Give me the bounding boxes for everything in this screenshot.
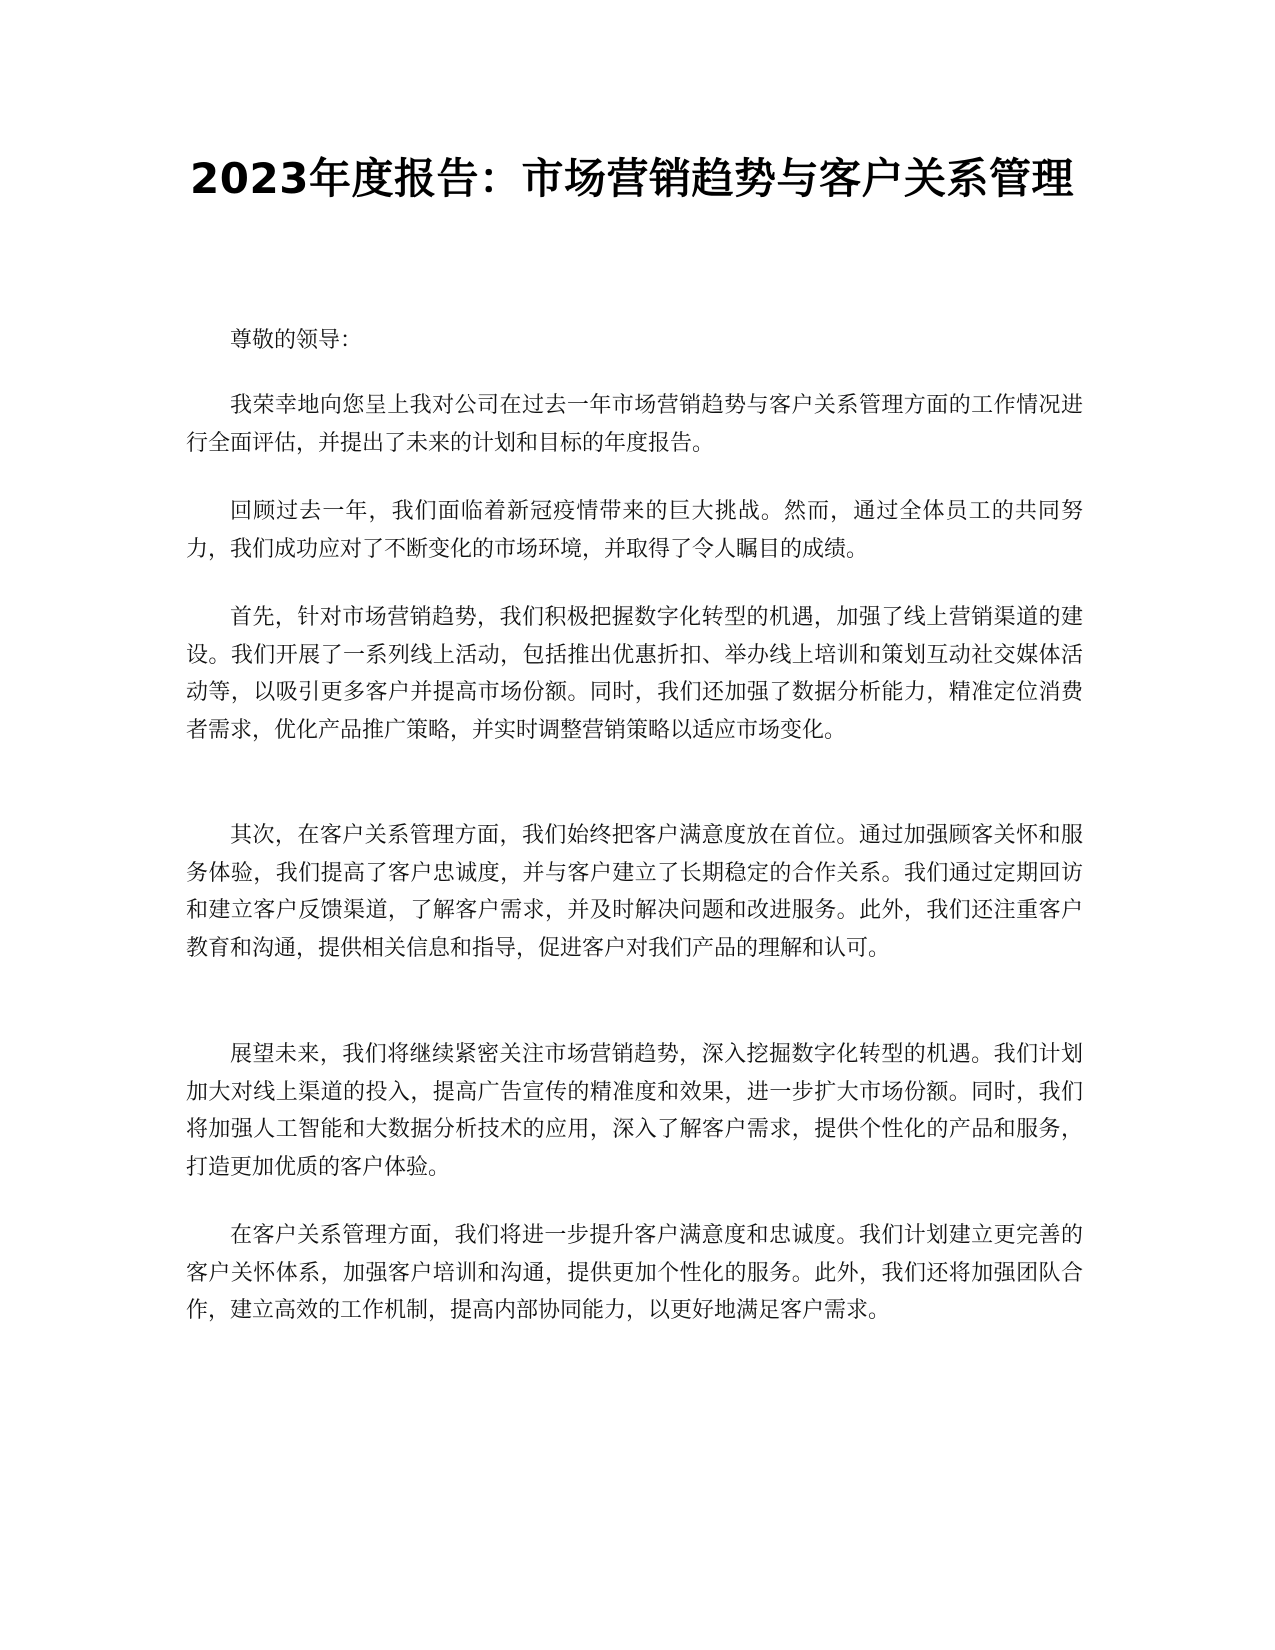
paragraph-3-block bbox=[186, 599, 1083, 749]
paragraph-2-block bbox=[186, 493, 1083, 568]
paragraph-6: 在客户关系管理方面，我们将进一步提升客户满意度和忠诚度。我们计划建立更完善的客户关怀体系，加强客户培训和沟通，提供更加个性化的服务。此外，我们还将加强团队合作，建立高效的工作机制，提高内部协同能力，以更好地满足客户需求。 bbox=[186, 1223, 1083, 1323]
document-title: 2023年度报告：市场营销趋势与客户关系管理 bbox=[190, 154, 1074, 203]
salutation-block bbox=[186, 322, 1083, 360]
paragraph-4-block bbox=[186, 817, 1083, 967]
paragraph-4: 其次，在客户关系管理方面，我们始终把客户满意度放在首位。通过加强顾客关怀和服务体验，我们提高了客户忠诚度，并与客户建立了长期稳定的合作关系。我们通过定期回访和建立客户反馈渠道，了解客户需求，并及时解决问题和改进服务。此外，我们还注重客户教育和沟通，提供相关信息和指导，促进客户对我们产品的理解和认可。 bbox=[186, 823, 1083, 961]
paragraph-3: 首先，针对市场营销趋势，我们积极把握数字化转型的机遇，加强了线上营销渠道的建设。我们开展了一系列线上活动，包括推出优惠折扣、举办线上培训和策划互动社交媒体活动等，以吸引更多客户并提高市场份额。同时，我们还加强了数据分析能力，精准定位消费者需求，优化产品推广策略，并实时调整营销策略以适应市场变化。 bbox=[186, 605, 1083, 743]
salutation: 尊敬的领导： bbox=[230, 328, 363, 353]
paragraph-5: 展望未来，我们将继续紧密关注市场营销趋势，深入挖掘数字化转型的机遇。我们计划加大对线上渠道的投入，提高广告宣传的精准度和效果，进一步扩大市场份额。同时，我们将加强人工智能和大数据分析技术的应用，深入了解客户需求，提供个性化的产品和服务，打造更加优质的客户体验。 bbox=[186, 1042, 1083, 1180]
paragraph-1-block bbox=[186, 387, 1083, 462]
paragraph-5-block bbox=[186, 1036, 1083, 1186]
paragraph-2: 回顾过去一年，我们面临着新冠疫情带来的巨大挑战。然而，通过全体员工的共同努力，我们成功应对了不断变化的市场环境，并取得了令人瞩目的成绩。 bbox=[186, 499, 1083, 562]
paragraph-6-block bbox=[186, 1217, 1083, 1330]
paragraph-1: 我荣幸地向您呈上我对公司在过去一年市场营销趋势与客户关系管理方面的工作情况进行全面评估，并提出了未来的计划和目标的年度报告。 bbox=[186, 393, 1083, 456]
